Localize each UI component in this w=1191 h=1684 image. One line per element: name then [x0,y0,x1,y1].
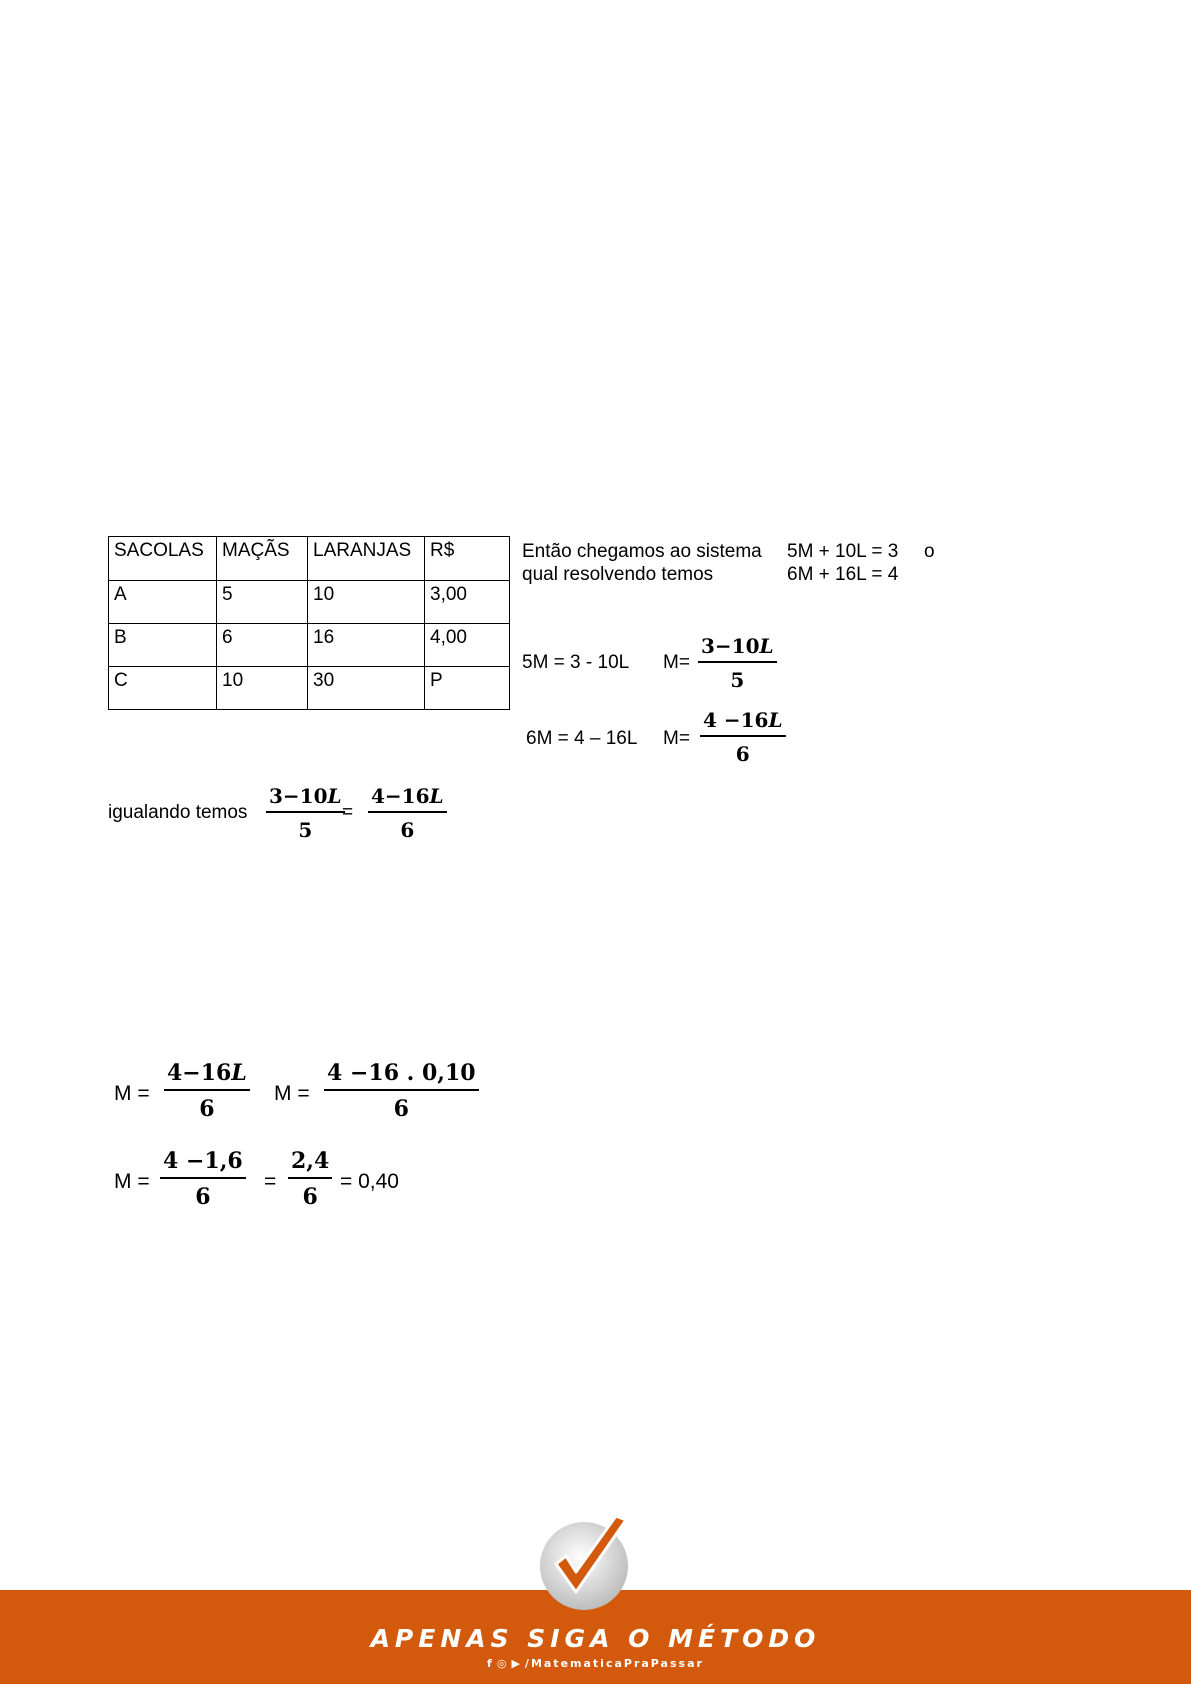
social-handle: /MatematicaPraPassar [524,1657,704,1670]
table-cell: B [109,624,217,667]
fraction-numerator: 4 −1,6 [160,1148,246,1179]
fraction-denominator: 6 [735,742,750,766]
solve-eq2-m: M= [663,728,690,749]
result-fraction-3 [160,1148,246,1210]
table-cell: 3,00 [425,581,510,624]
system-equation-1: 5M + 10L = 3 [787,541,899,562]
fraction-numerator: 2,4 [288,1148,332,1179]
fraction-numerator: 4−16 [167,1060,232,1086]
facebook-icon: f [487,1657,494,1670]
equating-fraction-1 [266,784,345,842]
fraction-denominator: 6 [302,1184,318,1210]
header-cell: LARANJAS [308,537,425,581]
table-cell: 5 [217,581,308,624]
fraction-numerator: 4 −16 [703,708,769,732]
result-final-value: = 0,40 [340,1170,399,1193]
system-intro-line2: qual resolvendo temos [522,564,714,585]
fraction-variable: L [768,708,783,732]
fraction-denominator: 6 [400,818,415,842]
result-fraction-1 [164,1060,250,1122]
checkmark-logo-icon [536,1512,636,1612]
table-cell: 16 [308,624,425,667]
youtube-icon: ▶ [511,1657,522,1670]
fraction-denominator: 5 [730,668,745,692]
fraction-numerator: 4−16 [371,784,430,808]
fraction-numerator: 3−10 [269,784,328,808]
equating-label: igualando temos [108,802,248,823]
system-intro-line1: Então chegamos ao sistema [522,541,762,562]
table-cell: 30 [308,667,425,710]
fraction-variable: L [327,784,342,808]
instagram-icon: ◎ [496,1657,509,1670]
table-cell: 4,00 [425,624,510,667]
header-cell: SACOLAS [109,537,217,581]
equating-fraction-2 [368,784,447,842]
table-row [109,667,510,710]
fraction-denominator: 6 [393,1096,409,1122]
table-cell: 10 [217,667,308,710]
header-cell: MAÇÃS [217,537,308,581]
system-equation-2: 6M + 16L = 4 [787,564,899,585]
system-trailing-text: o [924,541,935,562]
result-m-label-2: M = [274,1082,310,1105]
result-fraction-4 [288,1148,332,1210]
table-cell: C [109,667,217,710]
fraction-variable: L [231,1060,247,1086]
footer-slogan: APENAS SIGA O MÉTODO [370,1624,821,1653]
fraction-numerator: 4 −16 . 0,10 [324,1060,479,1091]
fraction-variable: L [429,784,444,808]
sacolas-table [108,536,510,710]
fraction-denominator: 5 [298,818,313,842]
solve-eq2-left: 6M = 4 – 16L [526,728,638,749]
solve-eq1-fraction [698,634,777,692]
solve-eq2-fraction [700,708,786,766]
header-cell: R$ [425,537,510,581]
table-cell: 6 [217,624,308,667]
table-cell: P [425,667,510,710]
table-row [109,624,510,667]
fraction-variable: L [759,634,774,658]
equals-sign: = [264,1170,277,1193]
solve-eq1-m: M= [663,652,690,673]
fraction-numerator: 3−10 [701,634,760,658]
result-m-label-1: M = [114,1082,150,1105]
equals-sign: = [342,802,354,823]
result-fraction-2 [324,1060,479,1122]
solve-eq1-left: 5M = 3 - 10L [522,652,630,673]
footer-social [0,1657,1191,1670]
result-m-label-3: M = [114,1170,150,1193]
table-header-row [109,537,510,581]
fraction-denominator: 6 [195,1184,211,1210]
table-cell: 10 [308,581,425,624]
table-row [109,581,510,624]
table-cell: A [109,581,217,624]
fraction-denominator: 6 [199,1096,215,1122]
